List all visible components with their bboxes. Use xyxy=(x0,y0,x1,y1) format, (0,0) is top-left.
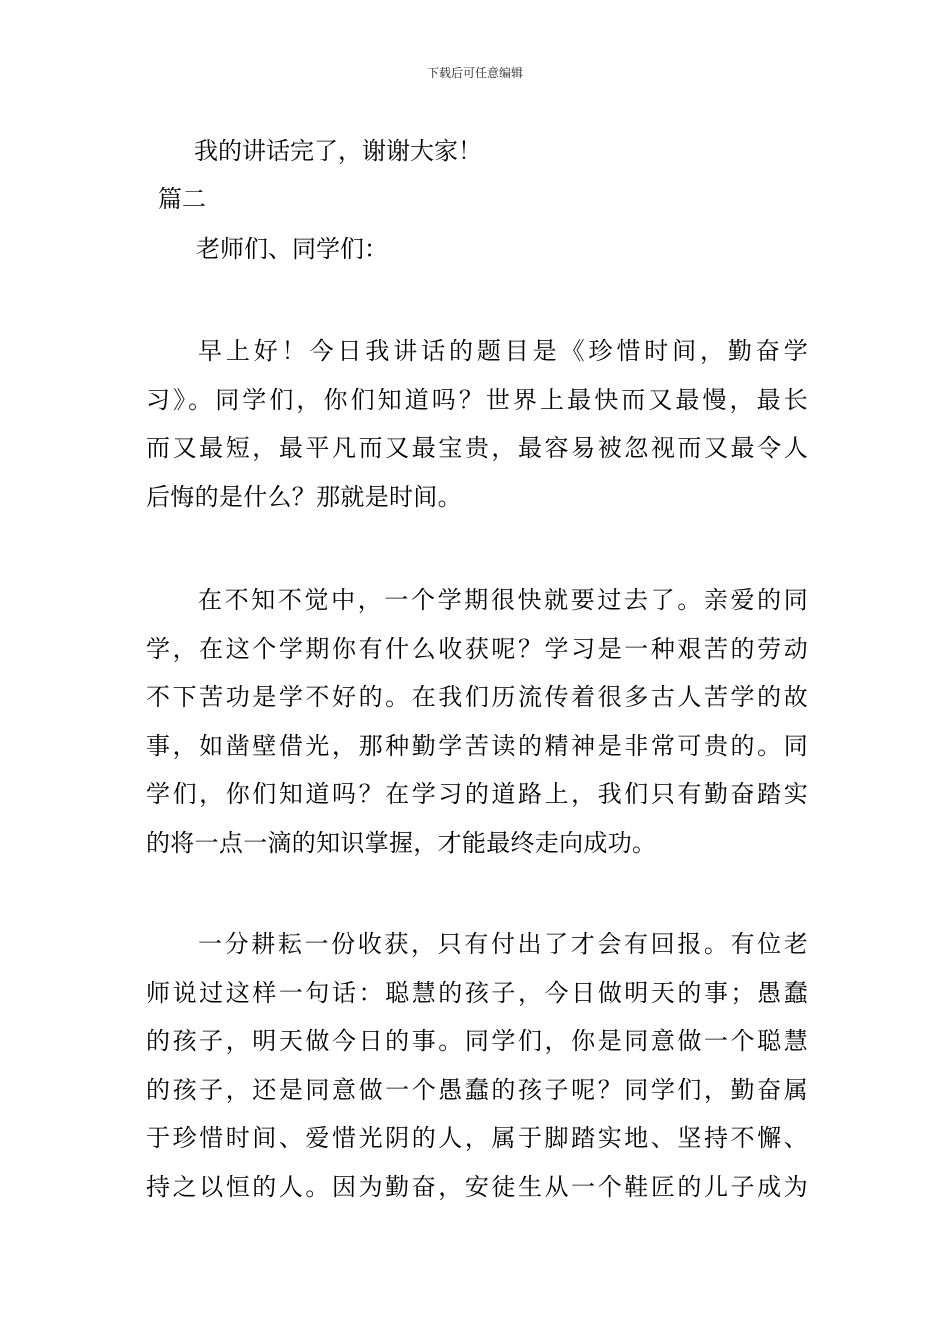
paragraph-line: 学，在这个学期你有什么收获呢？学习是一种艰苦的劳动 xyxy=(146,634,808,663)
greeting-line: 老师们、同学们： xyxy=(196,235,388,263)
paragraph-line: 不下苦功是学不好的。在我们历流传着很多古人苦学的故 xyxy=(146,683,808,712)
paragraph-line: 在不知不觉中，一个学期很快就要过去了。亲爱的同 xyxy=(198,586,808,614)
paragraph-line: 而又最短，最平凡而又最宝贵，最容易被忽视而又最令人 xyxy=(146,434,808,463)
paragraph-line: 师说过这样一句话：聪慧的孩子，今日做明天的事；愚蠢 xyxy=(146,978,808,1007)
paragraph-line: 的将一点一滴的知识掌握，才能最终走向成功。 xyxy=(146,828,657,857)
paragraph-line: 早上好！今日我讲话的题目是《珍惜时间，勤奋学 xyxy=(198,337,808,365)
paragraph-line: 的孩子，还是同意做一个愚蠢的孩子呢？同学们，勤奋属 xyxy=(146,1075,808,1104)
paragraph-line: 事，如凿壁借光，那种勤学苦读的精神是非常可贵的。同 xyxy=(146,731,808,760)
paragraph-1 xyxy=(146,327,808,521)
closing-line: 我的讲话完了，谢谢大家！ xyxy=(194,137,482,165)
paragraph-3 xyxy=(146,920,808,1212)
paragraph-line: 持之以恒的人。因为勤奋，安徒生从一个鞋匠的儿子成为 xyxy=(146,1172,808,1201)
paragraph-line: 于珍惜时间、爱惜光阴的人，属于脚踏实地、坚持不懈、 xyxy=(146,1124,808,1153)
paragraph-line: 一分耕耘一份收获，只有付出了才会有回报。有位老 xyxy=(198,930,808,958)
paragraph-line: 的孩子，明天做今日的事。同学们，你是同意做一个聪慧 xyxy=(146,1027,808,1056)
paragraph-line: 学们，你们知道吗？在学习的道路上，我们只有勤奋踏实 xyxy=(146,780,808,809)
paragraph-2 xyxy=(146,576,808,868)
page-header: 下载后可任意编辑 xyxy=(426,66,523,80)
section-title: 篇二 xyxy=(158,185,206,213)
paragraph-line: 习》。同学们，你们知道吗？世界上最快而又最慢，最长 xyxy=(146,385,808,414)
paragraph-line: 后悔的是什么？那就是时间。 xyxy=(146,482,462,511)
